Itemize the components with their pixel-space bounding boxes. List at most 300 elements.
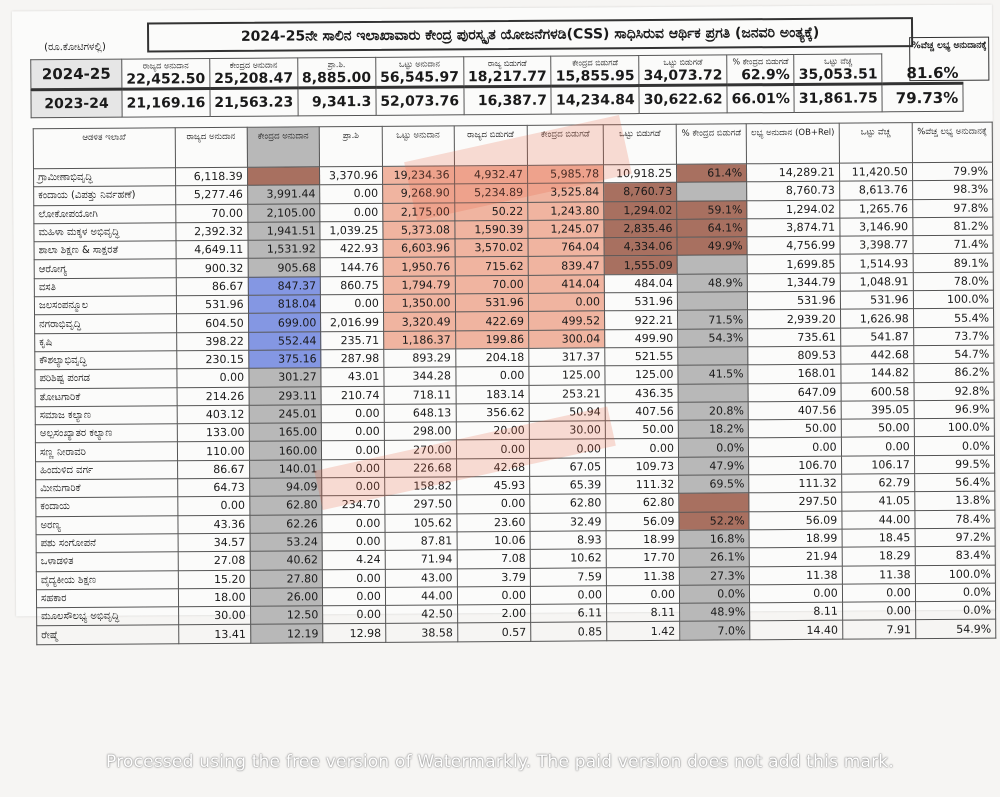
table-cell: 521.55 [605,347,678,366]
summary-cell [882,53,963,84]
table-cell: 158.82 [385,477,457,496]
summary-value: 22,452.50 [126,71,206,88]
table-cell: 5,234.89 [454,184,528,203]
table-cell: 62.80 [249,496,322,515]
table-cell: 403.12 [177,405,249,424]
table-cell: 165.00 [249,423,322,442]
table-cell: 344.28 [384,367,456,386]
table-cell: 531.96 [455,293,529,312]
summary-year: 2023-24 [31,89,122,118]
table-cell: 1,350.00 [383,294,455,313]
table-cell: 0.00 [530,586,606,605]
summary-value: 52,073.76 [380,93,460,110]
summary-value: 56,545.97 [380,69,460,86]
summary-cell [210,58,298,89]
table-cell: 9,268.90 [383,184,455,203]
table-cell: 900.32 [176,259,248,278]
table-cell: 604.50 [176,314,248,333]
table-cell: 18.2% [678,420,748,439]
table-cell: 55.4% [913,308,993,327]
column-header: ಒಟ್ಟು ಬಿಡುಗಡೆ [603,124,676,165]
table-cell: 100.0% [915,565,995,584]
table-cell: 144.82 [841,364,914,383]
table-cell: 647.09 [748,383,841,402]
table-cell: 235.71 [321,331,384,350]
table-cell: 293.11 [249,386,322,405]
table-cell: 1,555.09 [604,256,677,275]
department-name: ಶಾಲಾ ಶಿಕ್ಷಣ & ಸಾಕ್ಷರತೆ [34,241,176,260]
table-cell: 245.01 [249,405,322,424]
department-name: ಮಹಿಳಾ ಮಕ್ಕಳ ಅಭಿವೃದ್ಧಿ [34,223,176,242]
table-cell: 0.00 [842,583,915,602]
table-cell: 11.38 [749,566,842,585]
department-name: ತೋಟಗಾರಿಕೆ [35,387,177,406]
table-cell: 62.79 [841,474,914,493]
table-cell: 183.14 [456,385,530,404]
table-cell: 5,373.08 [383,221,455,240]
table-cell: 0.0% [915,583,995,602]
department-name: ಮೀನುಗಾರಿಕೆ [36,479,178,498]
table-cell: 50.00 [748,419,841,438]
table-cell: 298.00 [384,422,456,441]
table-cell: 168.01 [748,364,841,383]
table-cell: 7.91 [842,620,915,639]
table-cell: 1,039.25 [320,221,383,240]
table-cell: 818.04 [248,295,321,314]
table-cell: 375.16 [248,350,321,369]
department-name: ಜಲಸಂಪನ್ಮೂಲ [34,296,176,315]
table-cell: 531.96 [604,292,677,311]
table-cell: 395.05 [841,401,914,420]
table-cell: 44.00 [385,587,457,606]
table-cell: 1,245.07 [528,220,604,239]
table-cell: 59.1% [677,200,747,219]
table-cell: 0.00 [176,369,248,388]
table-cell: 1,294.02 [747,200,840,219]
summary-value: 30,622.62 [643,91,723,109]
column-header: % ಕೇಂದ್ರದ ಬಿಡುಗಡೆ [676,124,746,164]
table-cell: 140.01 [249,460,322,479]
table-cell: 230.15 [176,350,248,369]
table-cell: 0.00 [322,441,385,460]
table-cell: 0.00 [321,404,384,423]
table-cell: 34.57 [178,533,250,552]
table-cell: 356.62 [456,403,530,422]
table-cell: 204.18 [455,348,529,367]
department-name: ಒಳಾಡಳಿತ [36,552,178,571]
table-cell: 1,950.76 [383,257,455,276]
table-cell: 7.59 [530,567,606,586]
summary-cell [551,56,639,87]
table-cell: 6,118.39 [175,167,247,186]
table-cell: 0.85 [531,622,607,641]
table-cell: 2,392.32 [175,222,247,241]
table-cell: 0.0% [915,601,995,620]
table-cell: 214.26 [177,387,249,406]
summary-value: 14,234.84 [555,92,635,109]
table-cell: 3,570.02 [455,239,529,258]
table-cell: 893.29 [384,349,456,368]
table-cell: 317.37 [529,348,605,367]
table-cell: 7.0% [680,621,750,640]
table-cell: 809.53 [748,346,841,365]
table-cell: 531.96 [176,295,248,314]
summary-table [30,53,963,119]
table-cell: 61.4% [677,164,747,183]
summary-label: ರಾಜ್ಯದ ಅನುದಾನ [142,61,189,71]
table-cell: 8,613.76 [839,181,912,200]
document-title: 2024-25ನೇ ಸಾಲಿನ ಇಲಾಖಾವಾರು ಕೇಂದ್ರ ಪುರಸ್ಕೃತ ಯೋಜನೆಗಳಡಿ(CSS) ಸಾಧಿಸಿರುವ ಆರ್ಥಿಕ ಪ್ರಗತಿ (ಜನವರಿ ಅಂತ್ಯಕ್ಕೆ) [147,17,913,52]
department-name: ಹಿಂದುಳಿದ ವರ್ಗ [36,461,178,480]
table-cell: 18.99 [606,530,679,549]
table-cell: 442.68 [840,346,913,365]
table-cell: 99.5% [914,455,994,474]
table-cell: 0.00 [750,584,843,603]
table-cell: 98.3% [912,180,992,199]
table-cell: 4,334.06 [604,237,677,256]
table-cell: 0.00 [605,439,678,458]
department-table [33,122,997,645]
table-cell: 3,398.77 [840,236,913,255]
table-cell: 1,243.80 [528,201,604,220]
table-cell: 73.7% [913,327,993,346]
table-cell: 0.00 [177,497,249,516]
table-cell: 8.11 [607,603,680,622]
table-cell: 79.9% [912,162,992,181]
summary-cell [639,55,727,86]
table-cell: 48.9% [680,603,750,622]
summary-cell [122,89,210,118]
table-cell: 0.00 [456,440,530,459]
department-name: ಸಮಾಜ ಕಲ್ಯಾಣ [35,406,177,425]
summary-cell [210,88,298,117]
table-cell: 484.04 [604,274,677,293]
department-name: ಅರಣ್ಯ [36,515,178,534]
table-cell: 26.00 [250,588,323,607]
table-cell: 0.0% [678,438,748,457]
table-cell: 111.32 [606,475,679,494]
table-cell: 71.94 [385,550,457,569]
table-cell: 83.4% [915,546,995,565]
department-name: ನಗರಾಭಿವೃದ್ಧಿ [35,314,177,333]
table-cell: 110.00 [177,442,249,461]
column-header: ಲಭ್ಯ ಅನುದಾನ (OB+Rel) [746,123,839,164]
table-cell: 648.13 [384,404,456,423]
table-cell: 1,514.93 [840,254,913,273]
table-cell: 44.00 [842,510,915,529]
table-cell: 12.98 [323,624,386,643]
table-cell: 436.35 [605,384,678,403]
table-cell: 86.2% [914,363,994,382]
summary-value: 31,861.75 [798,90,878,107]
summary-value: 16,387.7 [477,92,547,110]
table-cell: 1,294.02 [604,201,677,220]
summary-label: ಪ್ರಾ.ಶಿ. [327,60,346,70]
table-cell: 160.00 [249,441,322,460]
table-cell: 100.0% [913,290,993,309]
department-name: ವಸತಿ [34,278,176,297]
table-cell: 12.19 [250,624,323,643]
table-cell: 1,186.37 [384,331,456,350]
table-cell: 839.47 [528,256,604,275]
summary-cell [727,84,795,112]
table-cell: 10,918.25 [604,164,677,183]
table-cell: 3,146.90 [840,218,913,237]
table-cell: 3,525.84 [528,183,604,202]
summary-value: 81.6% [906,63,959,83]
department-name: ಸಹಕಾರ [36,589,178,608]
table-cell: 905.68 [248,258,321,277]
table-cell: 7.08 [457,550,531,569]
table-cell: 0.00 [320,203,383,222]
table-cell: 2,105.00 [247,203,320,222]
table-cell: 764.04 [528,238,604,257]
table-cell: 0.00 [322,514,385,533]
table-cell: 0.00 [323,569,386,588]
table-cell: 715.62 [455,257,529,276]
table-cell: 18.29 [842,547,915,566]
column-header: ಒಟ್ಟು ವೆಚ್ಚ [839,123,912,164]
table-cell [677,292,747,311]
table-cell: 40.62 [250,551,323,570]
table-cell: 499.52 [528,311,604,330]
table-cell: 13.8% [914,491,994,510]
table-cell: 5,985.78 [527,165,603,184]
table-cell: 62.26 [250,514,323,533]
summary-cell [882,83,963,112]
table-cell: 4,932.47 [454,165,528,184]
table-cell: 0.00 [457,586,531,605]
department-name: ಮೂಲಸೌಲಭ್ಯ ಅಭಿವೃದ್ಧಿ [37,607,179,626]
table-cell: 0.00 [529,439,605,458]
table-cell: 407.56 [605,402,678,421]
summary-value: 21,563.23 [214,94,294,112]
unit-label: (ರೂ.ಕೋಟಿಗಳಲ್ಲಿ) [44,41,106,54]
table-cell: 20.8% [678,402,748,421]
column-header: ಕೇಂದ್ರದ ಬಿಡುಗಡೆ [527,125,603,166]
table-cell: 1.42 [607,622,680,641]
summary-value: 15,855.95 [555,68,635,85]
table-cell: 65.39 [530,476,606,495]
table-cell: 50.00 [605,420,678,439]
summary-label: ಕೇಂದ್ರದ ಅನುದಾನ [229,60,278,70]
table-cell: 64.1% [677,219,747,238]
table-cell: 97.8% [912,199,992,218]
table-cell: 0.00 [323,605,386,624]
summary-label: ರಾಜ್ಯ ಬಿಡುಗಡೆ [487,58,527,69]
table-cell: 2,939.20 [748,310,841,329]
department-name: ಕೃಷಿ [35,332,177,351]
summary-cell [376,87,464,116]
summary-cell [794,54,882,85]
table-cell: 97.2% [915,528,995,547]
table-cell: 0.00 [322,532,385,551]
table-cell: 398.22 [176,332,248,351]
table-cell: 699.00 [248,313,321,332]
table-cell: 922.21 [605,311,678,330]
table-cell: 541.87 [840,327,913,346]
table-cell: 125.00 [605,366,678,385]
table-cell: 2.00 [457,604,531,623]
table-cell: 125.00 [529,366,605,385]
table-cell: 18.45 [842,529,915,548]
table-cell: 3.79 [457,568,531,587]
summary-value: 25,208.47 [214,70,294,88]
table-cell [678,383,748,402]
table-cell: 32.49 [530,512,606,531]
department-name: ಕಂದಾಯ [36,497,178,516]
table-cell: 70.00 [455,275,529,294]
summary-value: 8,885.00 [301,69,372,87]
table-cell: 27.80 [250,569,323,588]
table-cell: 8,760.73 [604,183,677,202]
table-cell: 531.96 [748,291,841,310]
summary-year: 2024-25 [31,59,122,90]
table-cell: 27.3% [679,566,749,585]
table-cell: 2,016.99 [321,313,384,332]
table-cell: 1,344.79 [747,273,840,292]
table-cell: 18.99 [749,529,842,548]
summary-row [31,83,963,118]
table-cell: 71.5% [678,310,748,329]
table-cell: 105.62 [385,513,457,532]
summary-cell [727,54,795,84]
table-cell: 0.00 [455,367,529,386]
table-cell: 2,175.00 [383,202,455,221]
table-cell: 0.00 [321,294,384,313]
table-cell: 199.86 [455,330,529,349]
department-name: ಗ್ರಾಮೀಣಾಭಿವೃದ್ಧಿ [33,168,175,187]
summary-label: ಒಟ್ಟು ಅನುದಾನ [398,59,440,69]
table-cell: 0.00 [323,587,386,606]
table-cell: 26.1% [679,548,749,567]
table-cell: 106.70 [749,456,842,475]
table-cell: 860.75 [320,276,383,295]
table-cell: 210.74 [321,386,384,405]
summary-cell [551,86,639,115]
table-cell: 17.70 [606,549,679,568]
table-cell: 71.4% [913,235,993,254]
table-cell: 45.93 [456,476,530,495]
table-cell: 48.9% [677,274,747,293]
document-page [12,5,996,641]
summary-cell [375,57,463,88]
table-cell: 54.9% [915,619,995,638]
table-cell: 1,265.76 [839,199,912,218]
table-cell [677,182,747,201]
department-name: ಕಂದಾಯ (ವಿಪತ್ತು ನಿರ್ವಹಣೆ) [34,186,176,205]
summary-cell [639,85,727,114]
table-cell: 18.00 [178,588,250,607]
table-cell: 0.0% [679,585,749,604]
column-header: ಪ್ರಾ.ಶಿ [319,126,382,166]
table-cell [678,347,748,366]
table-cell: 0.00 [320,185,383,204]
table-cell: 50.22 [454,202,528,221]
summary-value: 35,053.51 [798,66,878,83]
table-cell: 422.69 [455,312,529,331]
table-cell: 3,991.44 [247,185,320,204]
table-cell: 16.8% [679,530,749,549]
department-name: ಆರೋಗ್ಯ [34,259,176,278]
table-cell: 144.76 [320,258,383,277]
table-cell: 847.37 [248,277,321,296]
summary-label: ಒಟ್ಟು ಬಿಡುಗಡೆ [663,57,703,67]
table-cell: 4,756.99 [747,236,840,255]
department-name: ಸಣ್ಣ ನೀರಾವರಿ [35,442,177,461]
summary-last-column-header: %ವೆಚ್ಚ ಲಭ್ಯ ಅನುದಾನಕ್ಕೆ [909,37,989,82]
department-name: ವೈದ್ಯಕೀಯ ಶಿಕ್ಷಣ [36,570,178,589]
table-cell: 301.27 [249,368,322,387]
table-cell: 89.1% [913,254,993,273]
table-cell: 0.0% [914,437,994,456]
table-cell [247,167,320,186]
table-cell: 64.73 [177,478,249,497]
table-cell: 133.00 [177,423,249,442]
table-cell: 69.5% [679,475,749,494]
summary-cell [464,86,552,115]
summary-label: % ಕೇಂದ್ರದ ಬಿಡುಗಡೆ [732,57,789,67]
table-cell: 96.9% [914,400,994,419]
summary-cell [297,57,375,88]
table-cell: 8,760.73 [747,181,840,200]
table-cell: 300.04 [529,329,605,348]
table-cell: 50.94 [529,403,605,422]
table-cell: 1,626.98 [840,309,913,328]
table-cell: 42.50 [385,605,457,624]
table-cell: 54.3% [678,328,748,347]
table-cell: 1,699.85 [747,255,840,274]
column-header: %ವೆಚ್ಚ ಲಭ್ಯ ಅನುದಾನಕ್ಕೆ [912,122,993,163]
table-cell: 50.00 [841,419,914,438]
table-cell: 407.56 [748,401,841,420]
table-cell: 70.00 [175,204,247,223]
table-cell: 87.81 [385,532,457,551]
table-cell: 4,649.11 [176,240,248,259]
table-cell: 552.44 [248,331,321,350]
table-cell: 0.00 [322,477,385,496]
summary-cell [794,84,882,113]
table-cell: 67.05 [529,458,605,477]
column-header: ಕೇಂದ್ರದ ಅನುದಾನ [247,127,320,168]
table-cell: 3,320.49 [383,312,455,331]
department-name: ಕೌಶಲ್ಯಾಭಿವೃದ್ಧಿ [35,351,177,370]
table-cell: 0.00 [322,459,385,478]
table-cell: 0.00 [841,437,914,456]
summary-value: 21,169.16 [126,95,206,112]
table-cell: 111.32 [749,474,842,493]
table-cell: 27.08 [178,552,250,571]
table-cell: 52.2% [679,511,749,530]
table-cell [677,255,747,274]
table-cell: 3,370.96 [320,166,383,185]
table-cell: 422.93 [320,240,383,259]
summary-cell [122,59,210,90]
summary-value: 34,073.72 [643,67,723,85]
table-cell: 109.73 [606,457,679,476]
table-cell: 2,835.46 [604,219,677,238]
table-cell: 92.8% [914,382,994,401]
table-cell: 5,277.46 [175,186,247,205]
table-cell: 30.00 [178,606,250,625]
table-cell: 49.9% [677,237,747,256]
table-cell: 0.00 [528,293,604,312]
table-cell: 8.93 [530,531,606,550]
table-cell: 94.09 [249,478,322,497]
table-cell: 287.98 [321,349,384,368]
table-cell: 6,603.96 [383,239,455,258]
watermark-text: Processed using the free version of Watermarkly. The paid version does not add this mark. [106,752,894,772]
